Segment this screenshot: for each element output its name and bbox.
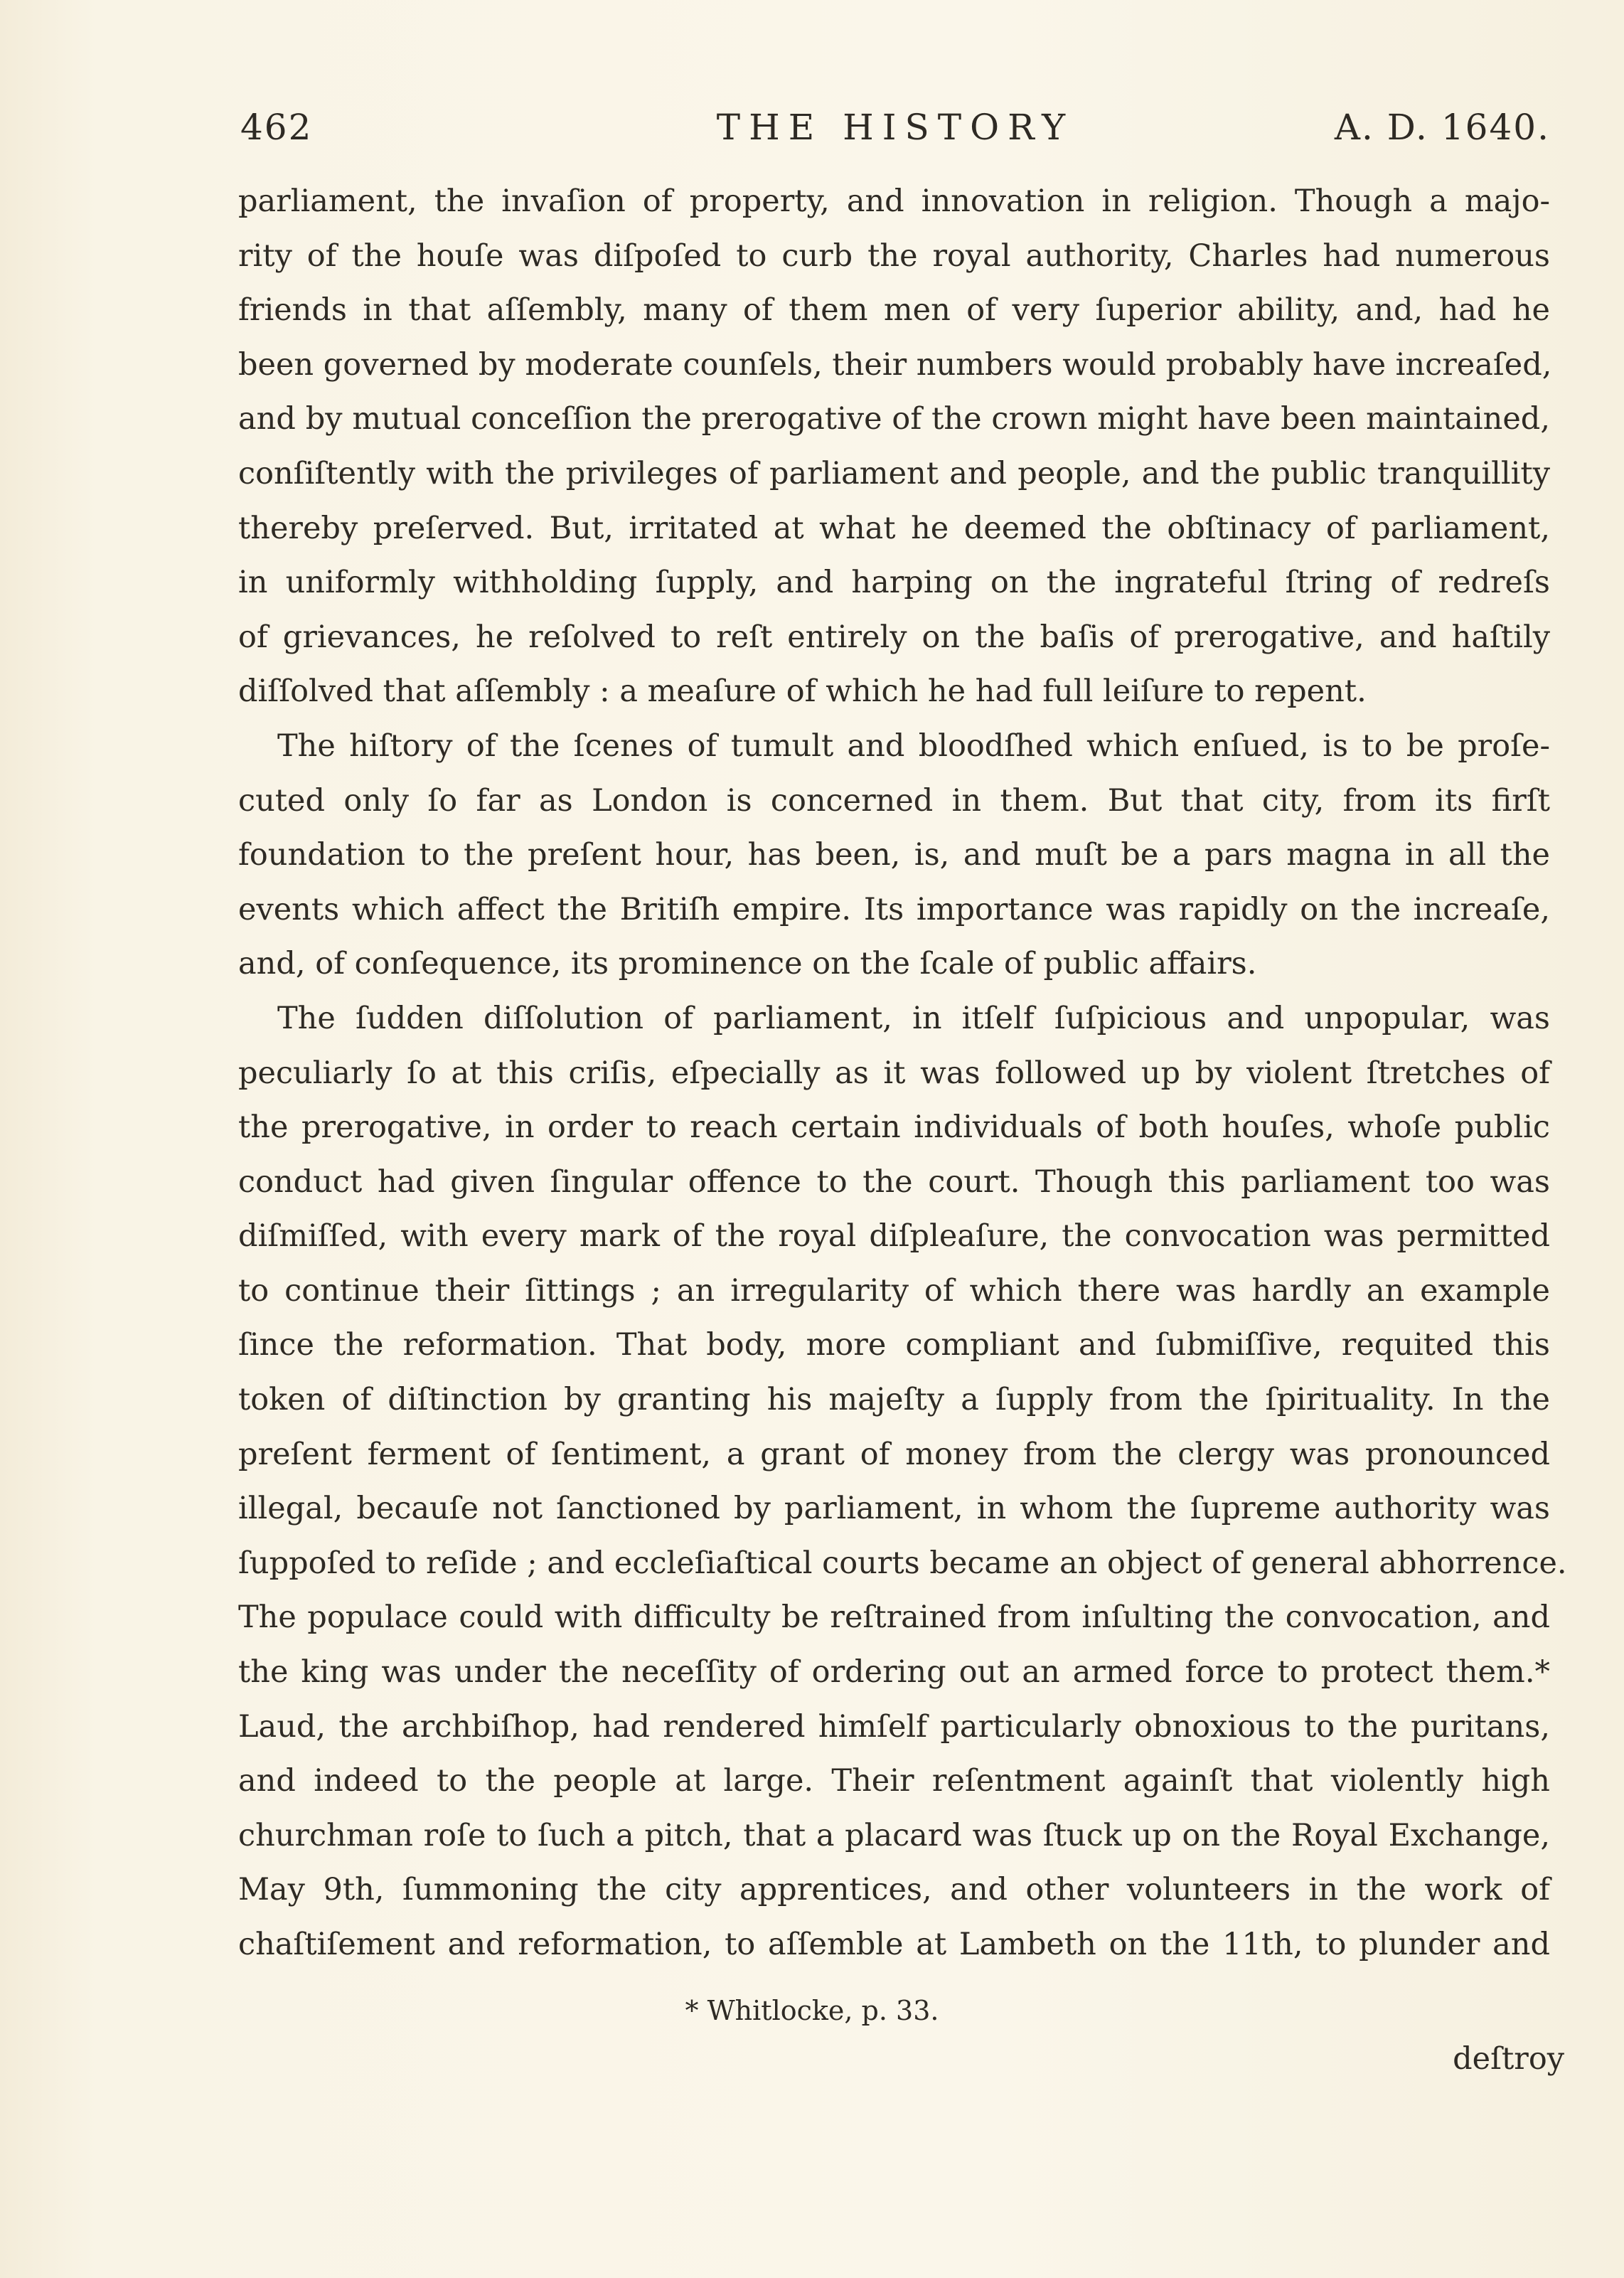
text-line: of grievances, he reſolved to reſt entirely on the baſis of prerogative, and haſtily xyxy=(238,619,1550,655)
body-text xyxy=(238,174,1567,1972)
text-line: the king was under the neceſſity of ordering out an armed force to protect them.* xyxy=(238,1654,1550,1691)
text-line: cuted only ſo far as London is concerned in them. But that city, from its firſt xyxy=(238,782,1550,819)
text-line: churchman roſe to ſuch a pitch, that a placard was ſtuck up on the Royal Exchange, xyxy=(238,1817,1550,1853)
text-line: parliament, the invaſion of property, and innovation in religion. Though a majo- xyxy=(238,183,1550,219)
running-title: THE HISTORY xyxy=(716,107,1074,148)
text-line: chaſtiſement and reformation, to aſſemble at Lambeth on the 11th, to plunder and xyxy=(238,1927,1550,1962)
text-line: ſince the reformation. That body, more compliant and ſubmiſſive, requited this xyxy=(238,1327,1550,1363)
text-line: rity of the houſe was diſpoſed to curb the royal authority, Charles had numerous xyxy=(238,238,1550,274)
text-line: events which affect the Britiſh empire. Its importance was rapidly on the increaſe, xyxy=(238,891,1550,927)
text-line: conduct had given ſingular offence to the court. Though this parliament too was xyxy=(238,1164,1550,1200)
text-line: The populace could with difficulty be reſtrained from inſulting the convocation, and xyxy=(238,1600,1550,1636)
text-line: friends in that aſſembly, many of them men of very ſuperior ability, and, had he xyxy=(238,292,1550,329)
footnote: * Whitlocke, p. 33. xyxy=(685,1995,939,2026)
paragraph-start-line: The hiſtory of the ſcenes of tumult and bloodſhed which enſued, is to be proſe- xyxy=(277,728,1550,764)
text-line: ſuppoſed to reſide ; and eccleſiaſtical courts became an object of general abhorrence. xyxy=(238,1545,1567,1581)
text-line: thereby preſerved. But, irritated at what he deemed the obſtinacy of parliament, xyxy=(238,510,1550,546)
text-line: in uniformly withholding ſupply, and harping on the ingrateful ſtring of redreſs xyxy=(238,565,1550,601)
text-line: illegal, becauſe not ſanctioned by parliament, in whom the ſupreme authority was xyxy=(238,1491,1550,1527)
text-line: May 9th, ſummoning the city apprentices, and other volunteers in the work of xyxy=(238,1872,1550,1908)
text-line: foundation to the preſent hour, has been, is, and muſt be a pars magna in all the xyxy=(238,837,1550,873)
text-line: conſiſtently with the privileges of parliament and people, and the public tranquillity xyxy=(238,455,1550,491)
text-line: and indeed to the people at large. Their reſentment againſt that violently high xyxy=(238,1763,1550,1799)
text-line: been governed by moderate counſels, their numbers would probably have increaſed, xyxy=(238,346,1552,383)
text-line: to continue their ſittings ; an irregularity of which there was hardly an example xyxy=(238,1272,1550,1309)
text-line: and by mutual conceſſion the prerogative of the crown might have been maintained, xyxy=(238,401,1550,437)
text-line: diſſolved that aſſembly : a meaſure of which he had full leiſure to repent. xyxy=(238,674,1367,710)
text-line: token of diſtinction by granting his majeſty a ſupply from the ſpirituality. In the xyxy=(238,1382,1550,1418)
header-date: A. D. 1640. xyxy=(1334,107,1550,148)
text-line: and, of conſequence, its prominence on the ſcale of public affairs. xyxy=(238,946,1257,982)
page-header xyxy=(240,107,1550,156)
text-line: preſent ferment of ſentiment, a grant of money from the clergy was pronounced xyxy=(238,1436,1550,1472)
catchword: deſtroy xyxy=(1453,2041,1564,2077)
text-line: peculiarly ſo at this criſis, eſpecially as it was followed up by violent ſtretches of xyxy=(238,1055,1550,1091)
text-line: diſmiſſed, with every mark of the royal diſpleaſure, the convocation was permitted xyxy=(238,1218,1550,1255)
text-line: Laud, the archbiſhop, had rendered himſelf particularly obnoxious to the puritans, xyxy=(238,1708,1550,1745)
page-number: 462 xyxy=(240,107,313,148)
text-line: the prerogative, in order to reach certain individuals of both houſes, whoſe public xyxy=(238,1109,1550,1146)
paragraph-start-line: The ſudden diſſolution of parliament, in itſelf ſuſpicious and unpopular, was xyxy=(277,1000,1550,1036)
